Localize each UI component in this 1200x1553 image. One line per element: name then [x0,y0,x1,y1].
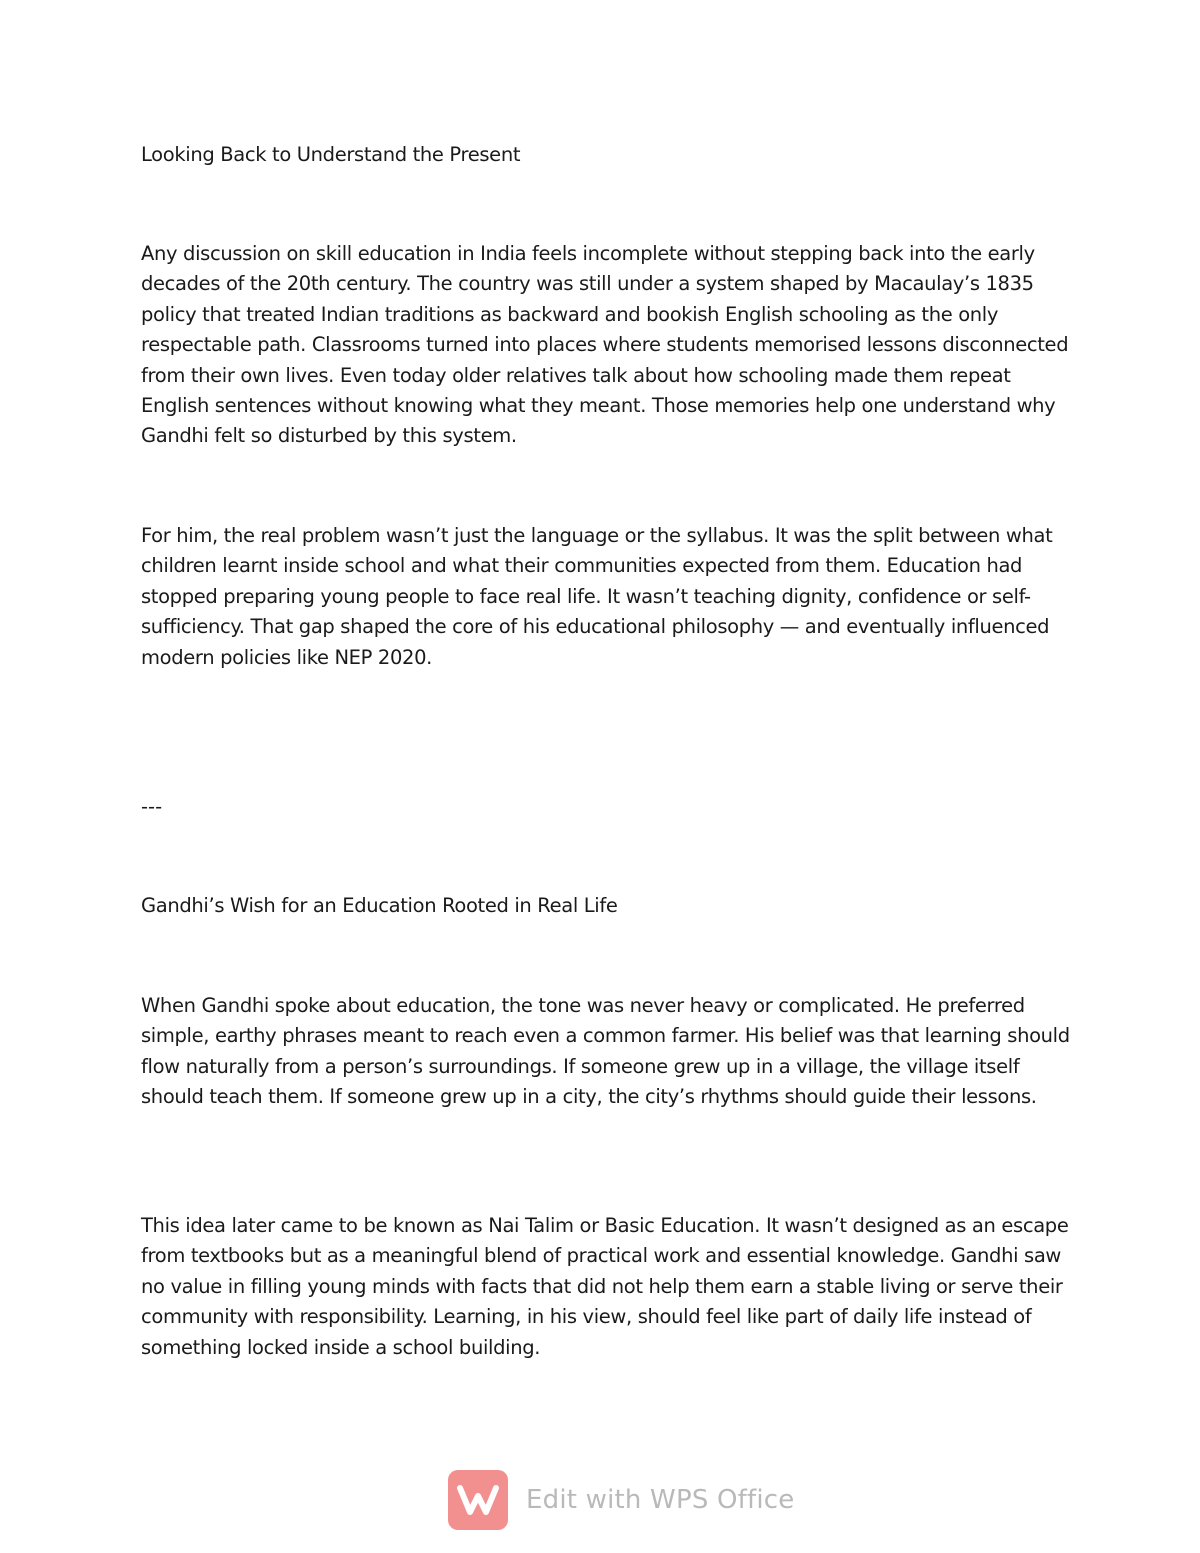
section-separator: --- [141,795,163,818]
wps-watermark[interactable] [448,1468,794,1532]
wps-logo-icon [448,1470,508,1530]
section-heading-2: Gandhi’s Wish for an Education Rooted in Real Life [141,894,618,917]
section-heading-1: Looking Back to Understand the Present [141,143,521,166]
wps-watermark-label: Edit with WPS Office [526,1485,795,1515]
paragraph-1: Any discussion on skill education in India feels incomplete without stepping back into the early decades of the 20th century. The country was still under a system shaped by Macaulay’s 1835 policy that treated Indian traditions as backward and bookish English schooling as the only respectable path. Classrooms turned into places where students memorised lessons disconnected from their own lives. Even today older relatives talk about how schooling made them repeat English sentences without knowing what they meant. Those memories help one understand why Gandhi felt so disturbed by this system. [141,242,1069,448]
paragraph-2: For him, the real problem wasn’t just the language or the syllabus. It was the split between what children learnt inside school and what their communities expected from them. Education had stopped preparing young people to face real life. It wasn’t teaching dignity, confidence or self-sufficiency. That gap shaped the core of his educational philosophy — and eventually influenced modern policies like NEP 2020. [141,524,1053,669]
paragraph-3: When Gandhi spoke about education, the tone was never heavy or complicated. He preferred simple, earthy phrases meant to reach even a common farmer. His belief was that learning should flow naturally from a person’s surroundings. If someone grew up in a village, the village itself should teach them. If someone grew up in a city, the city’s rhythms should guide their lessons. [141,994,1070,1109]
paragraph-4: This idea later came to be known as Nai Talim or Basic Education. It wasn’t designed as an escape from textbooks but as a meaningful blend of practical work and essential knowledge. Gandhi saw no value in filling young minds with facts that did not help them earn a stable living or serve their community with responsibility. Learning, in his view, should feel like part of daily life instead of something locked inside a school building. [141,1214,1069,1359]
